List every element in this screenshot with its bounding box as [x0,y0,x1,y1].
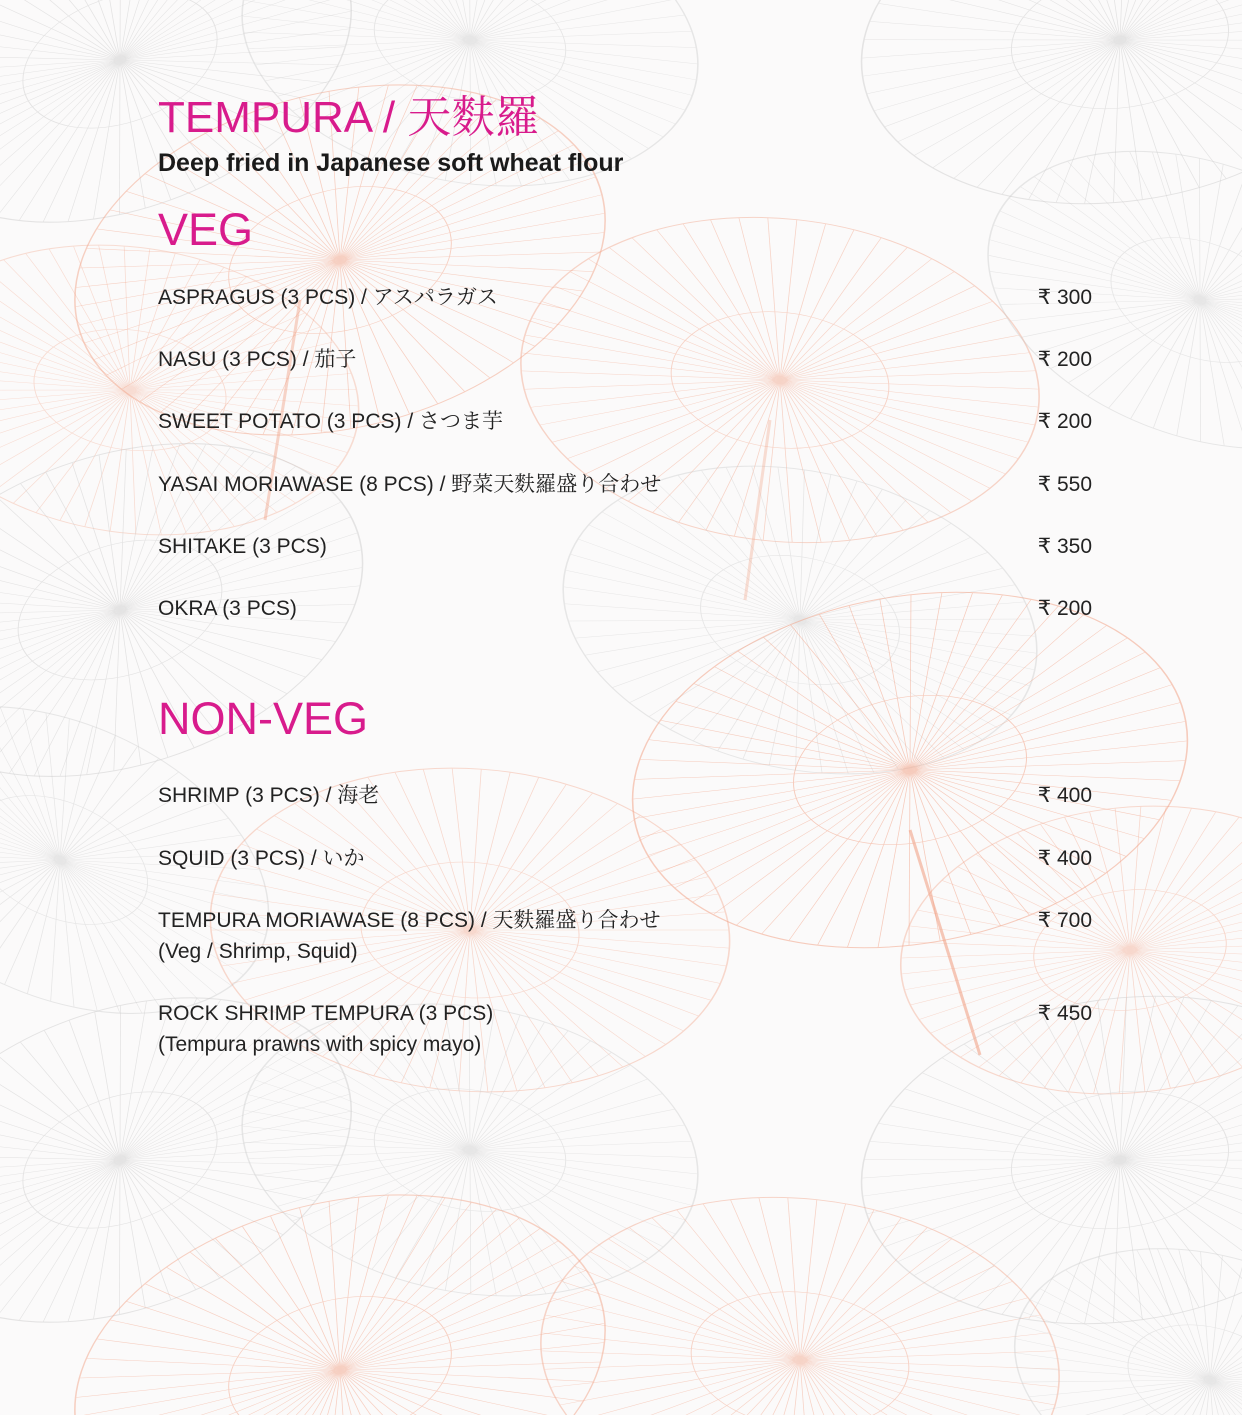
section-heading-veg: VEG [158,204,254,255]
menu-item [158,284,1092,344]
item-price: ₹ 400 [1037,784,1092,807]
item-name: ROCK SHRIMP TEMPURA (3 PCS) [158,1002,494,1025]
item-name: SHITAKE (3 PCS) [158,535,327,558]
item-price: ₹ 300 [1037,286,1092,309]
item-name: SWEET POTATO (3 PCS) / さつま芋 [158,410,503,433]
item-price: ₹ 200 [1037,348,1092,371]
page-title: TEMPURA / 天麩羅 [158,93,540,142]
item-name: OKRA (3 PCS) [158,597,297,620]
item-name: YASAI MORIAWASE (8 PCS) / 野菜天麩羅盛り合わせ [158,473,662,496]
menu-item [158,533,1092,593]
menu-item [158,346,1092,406]
item-price: ₹ 550 [1037,473,1092,496]
item-price: ₹ 200 [1037,410,1092,433]
menu-item [158,595,1092,655]
menu-item [158,845,1092,905]
item-name: SHRIMP (3 PCS) / 海老 [158,784,380,807]
item-price: ₹ 400 [1037,847,1092,870]
item-name: TEMPURA MORIAWASE (8 PCS) / 天麩羅盛り合わせ [158,909,661,932]
item-name: SQUID (3 PCS) / いか [158,847,365,870]
menu-item [158,408,1092,468]
menu-item [158,1000,1092,1060]
menu-item [158,782,1092,842]
item-price: ₹ 350 [1037,535,1092,558]
item-note: (Tempura prawns with spicy mayo) [158,1033,482,1056]
item-price: ₹ 450 [1037,1002,1092,1025]
page-subtitle: Deep fried in Japanese soft wheat flour [158,149,624,177]
item-note: (Veg / Shrimp, Squid) [158,940,358,963]
item-price: ₹ 200 [1037,597,1092,620]
item-price: ₹ 700 [1037,909,1092,932]
item-name: ASPRAGUS (3 PCS) / アスパラガス [158,286,498,309]
item-name: NASU (3 PCS) / 茄子 [158,348,357,371]
menu-item [158,471,1092,531]
menu-item [158,907,1092,967]
section-heading-non-veg: NON-VEG [158,693,369,744]
